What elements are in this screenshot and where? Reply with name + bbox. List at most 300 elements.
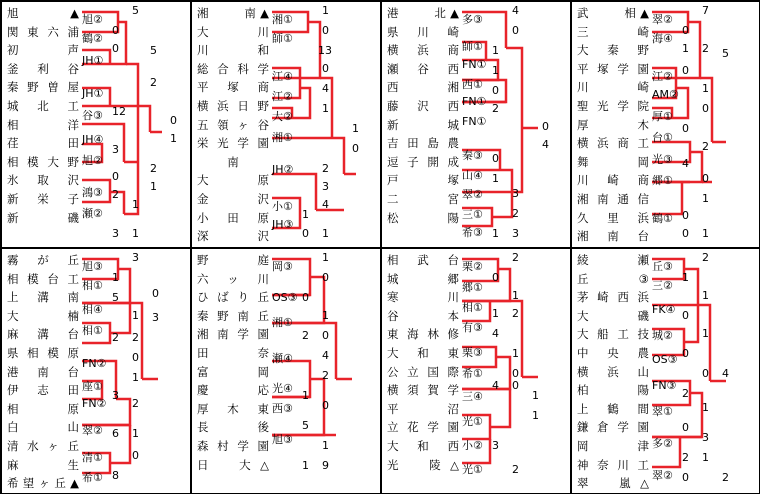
team-entry: 白 山 xyxy=(7,420,79,435)
score: 1 xyxy=(702,401,709,414)
node-label: 鴻③ xyxy=(82,186,103,199)
team-entry: 港 北▲ xyxy=(387,6,459,20)
score: 2 xyxy=(492,102,499,115)
team-entry: 城 郷 xyxy=(387,271,459,286)
node-label: 旭② xyxy=(82,154,103,167)
score: 0 xyxy=(702,367,709,380)
bracket-block-7 xyxy=(381,248,571,494)
team-entry: 平 塚 商 xyxy=(197,80,269,95)
node-label: FN① xyxy=(462,95,487,108)
team-entry: 金 沢 xyxy=(197,191,269,206)
score: 12 xyxy=(112,105,126,118)
node-label: 鶴① xyxy=(652,212,673,225)
node-label: JH① xyxy=(82,54,104,67)
score: 1 xyxy=(170,132,177,145)
bracket-block-1 xyxy=(1,1,191,248)
node-label: 希① xyxy=(82,471,103,484)
score: 1 xyxy=(492,172,499,185)
team-entry: 釜 利 谷 xyxy=(7,61,79,76)
score: 1 xyxy=(492,307,499,320)
team-list-8 xyxy=(574,251,652,493)
score: 1 xyxy=(702,451,709,464)
team-entry: 森村学園 xyxy=(197,438,269,453)
team-list-7 xyxy=(384,251,462,474)
node-label: 岡③ xyxy=(272,260,293,273)
node-label: 湘① xyxy=(272,13,293,26)
team-entry: 茅崎西浜 xyxy=(577,290,649,305)
bracket-block-6 xyxy=(191,248,381,494)
score: 0 xyxy=(492,84,499,97)
score: 2 xyxy=(302,329,309,342)
node-label: 旭③ xyxy=(82,260,103,273)
score: 0 xyxy=(302,227,309,240)
score: 1 xyxy=(322,439,329,452)
team-entry: 湘南通信 xyxy=(577,191,649,206)
score: 0 xyxy=(322,329,329,342)
node-label: 栗② xyxy=(462,260,483,273)
team-list-5 xyxy=(4,251,82,493)
node-label: 秦③ xyxy=(462,149,483,162)
score: 0 xyxy=(112,24,119,37)
score: 4 xyxy=(492,379,499,392)
score: 1 xyxy=(702,227,709,240)
node-label: 翠② xyxy=(82,424,103,437)
team-entry: 岡 津 xyxy=(577,438,649,453)
team-entry: 平 沼 xyxy=(387,401,459,416)
score: 1 xyxy=(682,42,689,55)
node-label: 鶴② xyxy=(82,32,103,45)
team-entry: 大 原 xyxy=(197,173,269,188)
team-entry: 鎌倉学園 xyxy=(577,420,649,435)
node-label: FN① xyxy=(462,58,487,71)
team-entry: 県 川 崎 xyxy=(387,24,459,39)
node-label: 三② xyxy=(652,279,673,292)
score: 0 xyxy=(322,62,329,75)
team-list-4 xyxy=(574,4,652,246)
score: 0 xyxy=(112,42,119,55)
score: 2 xyxy=(150,162,157,175)
score: 3 xyxy=(322,180,329,193)
score: 3 xyxy=(702,431,709,444)
team-entry: 松 陽 xyxy=(387,210,459,225)
team-entry: 横浜日野 xyxy=(197,98,269,113)
node-label: 西③ xyxy=(272,402,293,415)
team-entry: 横浜商工 xyxy=(577,136,649,151)
score: 0 xyxy=(132,449,139,462)
team-entry: 秦野曽屋 xyxy=(7,80,79,95)
score: 3 xyxy=(112,227,119,240)
score: 0 xyxy=(302,291,309,304)
node-label: JH④ xyxy=(82,133,104,146)
node-label: 城② xyxy=(652,329,673,342)
score: 1 xyxy=(532,409,539,422)
score: 1 xyxy=(322,227,329,240)
score: 1 xyxy=(492,44,499,57)
node-label: 相④ xyxy=(82,303,103,316)
score: 2 xyxy=(322,162,329,175)
score: 2 xyxy=(322,369,329,382)
team-entry: 慶 応 xyxy=(197,383,269,398)
team-entry: 立花学園 xyxy=(387,420,459,435)
team-entry: 南 xyxy=(227,154,239,169)
score: 2 xyxy=(702,42,709,55)
team-entry: ひばり丘 xyxy=(197,290,269,305)
team-entry: 藤 沢 西 xyxy=(387,98,459,113)
team-entry: 関東六浦 xyxy=(7,24,79,39)
score: 4 xyxy=(322,349,329,362)
team-entry: 湘 南 台 xyxy=(577,229,649,244)
node-label: 希③ xyxy=(462,226,483,239)
team-entry: 厚 木 東 xyxy=(197,401,269,416)
score: 0 xyxy=(170,114,177,127)
team-entry: 田 奈 xyxy=(197,345,269,360)
score: 6 xyxy=(112,427,119,440)
score: 0 xyxy=(682,227,689,240)
team-entry: 柏 陽 xyxy=(577,383,649,398)
team-entry: 公立国際 xyxy=(387,364,459,379)
team-entry: 上 鶴 間 xyxy=(577,401,649,416)
node-label: 大② xyxy=(272,110,293,123)
score: 1 xyxy=(322,102,329,115)
node-label: 台① xyxy=(652,131,673,144)
node-label: OS③ xyxy=(652,353,678,366)
score: 0 xyxy=(132,351,139,364)
score: 0 xyxy=(682,122,689,135)
team-entry: 舞 岡 xyxy=(577,154,649,169)
team-list-2 xyxy=(194,4,272,246)
score: 2 xyxy=(682,387,689,400)
score: 9 xyxy=(322,459,329,472)
node-label: 谷③ xyxy=(82,109,103,122)
score: 1 xyxy=(302,208,309,221)
score: 3 xyxy=(112,389,119,402)
score: 0 xyxy=(152,287,159,300)
team-list-3 xyxy=(384,4,462,227)
score: 4 xyxy=(492,327,499,340)
score: 0 xyxy=(512,24,519,37)
score: 0 xyxy=(682,24,689,37)
bracket-block-4 xyxy=(571,1,760,248)
score: 0 xyxy=(702,172,709,185)
node-label: 有③ xyxy=(462,321,483,334)
team-entry: 吉田島農 xyxy=(387,136,459,151)
score: 0 xyxy=(352,142,359,155)
node-label: 江④ xyxy=(272,70,293,83)
team-entry: 県相模原 xyxy=(7,345,79,360)
team-entry: 西 湘 xyxy=(387,80,459,95)
team-entry: 神奈川工 xyxy=(577,457,649,472)
score: 2 xyxy=(702,251,709,264)
node-label: 翠① xyxy=(652,405,673,418)
score: 8 xyxy=(112,469,119,482)
node-label: 旭② xyxy=(82,13,103,26)
team-entry: 六 ッ 川 xyxy=(197,271,269,286)
team-entry: 二 宮 xyxy=(387,191,459,206)
team-entry: 富 岡 xyxy=(197,364,269,379)
score: 2 xyxy=(512,307,519,320)
node-label: 郷① xyxy=(462,281,483,294)
node-label: 小① xyxy=(272,200,293,213)
score: 2 xyxy=(722,471,729,484)
node-label: 多③ xyxy=(462,13,483,26)
score: 1 xyxy=(302,389,309,402)
score: 2 xyxy=(150,76,157,89)
score: 2 xyxy=(512,251,519,264)
score: 3 xyxy=(512,227,519,240)
team-entry: 総合科学 xyxy=(197,61,269,76)
score: 7 xyxy=(702,4,709,17)
node-label: 相① xyxy=(82,279,103,292)
team-entry: 相模大野 xyxy=(7,154,79,169)
team-entry: 湘南学園 xyxy=(197,327,269,342)
score: 1 xyxy=(492,227,499,240)
score: 2 xyxy=(132,397,139,410)
node-label: 湘① xyxy=(272,131,293,144)
node-label: 相① xyxy=(82,324,103,337)
team-entry: 大船工技 xyxy=(577,327,649,342)
team-entry: 日 大△ xyxy=(197,457,269,472)
score: 0 xyxy=(322,399,329,412)
team-entry: 伊 志 田 xyxy=(7,383,79,398)
team-entry: 横 浜 商 xyxy=(387,43,459,58)
team-entry: 瀬 谷 西 xyxy=(387,61,459,76)
team-entry: 聖光学院 xyxy=(577,98,649,113)
team-entry: 大 秦 野 xyxy=(577,43,649,58)
score: 0 xyxy=(112,170,119,183)
score: 0 xyxy=(492,152,499,165)
team-entry: 逗子開成 xyxy=(387,154,459,169)
node-label: 翠② xyxy=(652,469,673,482)
node-label: 師① xyxy=(462,40,483,53)
team-entry: 相模台工 xyxy=(7,271,79,286)
score: 2 xyxy=(132,331,139,344)
node-label: 西① xyxy=(462,78,483,91)
score: 0 xyxy=(702,102,709,115)
node-label: 多② xyxy=(652,437,673,450)
node-label: 師① xyxy=(272,32,293,45)
team-entry: 麻 溝 台 xyxy=(7,327,79,342)
team-list-6 xyxy=(194,251,272,474)
node-label: 清① xyxy=(82,451,103,464)
score: 0 xyxy=(682,64,689,77)
team-entry: 寒 川 xyxy=(387,290,459,305)
team-entry: 小 田 原 xyxy=(197,210,269,225)
node-label: 瀬② xyxy=(82,207,103,220)
node-label: FK④ xyxy=(652,303,676,316)
team-entry: 光 陵△ xyxy=(387,457,459,472)
node-label: JH① xyxy=(82,87,104,100)
team-entry: 大 和 東 xyxy=(387,345,459,360)
team-entry: 初 声 xyxy=(7,43,79,58)
score: 1 xyxy=(702,192,709,205)
node-label: 光① xyxy=(462,415,483,428)
team-entry: 栄光学園 xyxy=(197,136,269,151)
score: 1 xyxy=(512,289,519,302)
score: 0 xyxy=(542,120,549,133)
score: 3 xyxy=(512,187,519,200)
node-label: 旭③ xyxy=(272,433,293,446)
score: 2 xyxy=(512,207,519,220)
bracket-block-2 xyxy=(191,1,381,248)
team-entry: 武 相▲ xyxy=(577,6,649,20)
team-entry: 上 溝 南 xyxy=(7,290,79,305)
node-label: 瀬④ xyxy=(272,352,293,365)
score: 4 xyxy=(682,157,689,170)
score: 3 xyxy=(492,439,499,452)
node-label: 厚① xyxy=(652,110,673,123)
team-entry: 深 沢 xyxy=(197,229,269,244)
node-label: 湘① xyxy=(272,316,293,329)
score: 0 xyxy=(682,209,689,222)
team-entry: 川 崎 xyxy=(577,80,649,95)
score: 5 xyxy=(302,419,309,432)
score: 1 xyxy=(132,309,139,322)
score: 2 xyxy=(702,140,709,153)
score: 3 xyxy=(112,143,119,156)
node-label: 光① xyxy=(462,463,483,476)
team-entry: 氷 取 沢 xyxy=(7,173,79,188)
team-entry: 旭 ▲ xyxy=(7,6,79,20)
score: 2 xyxy=(682,451,689,464)
score: 13 xyxy=(318,44,332,57)
team-entry: 三 崎 xyxy=(577,24,649,39)
team-entry: 横須賀学 xyxy=(387,383,459,398)
team-entry: 綾 瀬 xyxy=(577,253,649,267)
node-label: 翠② xyxy=(462,188,483,201)
node-label: 小② xyxy=(462,439,483,452)
team-entry: 大 川 xyxy=(197,24,269,39)
team-entry: 平塚学園 xyxy=(577,61,649,76)
score: 0 xyxy=(322,24,329,37)
score: 0 xyxy=(682,309,689,322)
node-label: 三④ xyxy=(462,390,483,403)
node-label: 丘③ xyxy=(652,260,673,273)
team-entry: 大 磯 xyxy=(577,308,649,323)
score: 4 xyxy=(512,4,519,17)
score: 1 xyxy=(112,271,119,284)
team-entry: 大 和 西 xyxy=(387,438,459,453)
score: 5 xyxy=(132,4,139,17)
score: 0 xyxy=(492,271,499,284)
node-label: 三① xyxy=(462,208,483,221)
team-entry: 野 庭 xyxy=(197,253,269,267)
team-entry: 霧 が 丘 xyxy=(7,253,79,267)
score: 1 xyxy=(322,4,329,17)
node-label: 希① xyxy=(462,367,483,380)
team-entry: 新 磯 xyxy=(7,210,79,225)
score: 1 xyxy=(322,309,329,322)
score: 0 xyxy=(682,421,689,434)
bracket-block-3 xyxy=(381,1,571,248)
score: 1 xyxy=(132,371,139,384)
node-label: 光③ xyxy=(652,153,673,166)
score: 1 xyxy=(702,82,709,95)
node-label: 相① xyxy=(462,301,483,314)
team-entry: 相 原 xyxy=(7,401,79,416)
node-label: JH② xyxy=(272,163,294,176)
score: 2 xyxy=(112,188,119,201)
score: 0 xyxy=(682,471,689,484)
node-label: FN② xyxy=(82,357,107,370)
team-entry: 戸 塚 xyxy=(387,173,459,188)
score: 5 xyxy=(112,291,119,304)
score: 0 xyxy=(682,347,689,360)
score: 1 xyxy=(492,64,499,77)
node-label: 海④ xyxy=(652,32,673,45)
team-entry: 希望ヶ丘▲ xyxy=(7,476,79,491)
team-entry: 東海林修 xyxy=(387,327,459,342)
score: 1 xyxy=(132,227,139,240)
score: 1 xyxy=(150,180,157,193)
team-entry: 荏 田 xyxy=(7,136,79,151)
score: 1 xyxy=(352,122,359,135)
team-entry: 長 後 xyxy=(197,420,269,435)
team-list-1 xyxy=(4,4,82,227)
team-entry: 川 崎 商 xyxy=(577,173,649,188)
team-entry: 麻 生 xyxy=(7,457,79,472)
node-label: OS③ xyxy=(272,291,298,304)
node-label: FN② xyxy=(82,397,107,410)
team-entry: 川 和 xyxy=(197,43,269,58)
score: 1 xyxy=(702,289,709,302)
team-entry: 谷 本 xyxy=(387,308,459,323)
score: 4 xyxy=(722,367,729,380)
node-label: FN③ xyxy=(652,379,677,392)
score: 1 xyxy=(682,271,689,284)
score: 0 xyxy=(512,379,519,392)
score: 3 xyxy=(132,251,139,264)
team-entry: 厚 木 xyxy=(577,117,649,132)
team-entry: 港 南 台 xyxy=(7,364,79,379)
score: 4 xyxy=(322,198,329,211)
team-entry: 丘 ③ xyxy=(577,271,649,286)
node-label: 光④ xyxy=(272,382,293,395)
node-label: 栗③ xyxy=(462,346,483,359)
team-entry: 久 里 浜 xyxy=(577,210,649,225)
score: 1 xyxy=(702,327,709,340)
node-label: JH③ xyxy=(272,218,294,231)
node-label: 翠② xyxy=(652,13,673,26)
node-label: 山④ xyxy=(462,169,483,182)
team-entry: 五領ヶ谷 xyxy=(197,117,269,132)
team-entry: 新 城 xyxy=(387,117,459,132)
score: 0 xyxy=(512,367,519,380)
score: 4 xyxy=(542,138,549,151)
team-entry: 城 北 工 xyxy=(7,98,79,113)
score: 1 xyxy=(302,459,309,472)
team-entry: 中 央 農 xyxy=(577,345,649,360)
score: 1 xyxy=(532,389,539,402)
score: 1 xyxy=(132,427,139,440)
score: 1 xyxy=(322,251,329,264)
team-entry: 翠 嵐△ xyxy=(577,476,649,491)
bracket-block-5 xyxy=(1,248,191,494)
team-entry: 清水ヶ丘 xyxy=(7,438,79,453)
score: 1 xyxy=(132,198,139,211)
team-entry: 湘 南▲ xyxy=(197,6,269,20)
score: 5 xyxy=(150,44,157,57)
node-label: 座① xyxy=(82,380,103,393)
score: 4 xyxy=(322,82,329,95)
node-label: 江② xyxy=(652,70,673,83)
node-label: 郷① xyxy=(652,174,673,187)
score: 1 xyxy=(512,347,519,360)
node-label: AM② xyxy=(652,88,679,101)
team-entry: 相 洋 xyxy=(7,117,79,132)
team-entry: 相 武 台 xyxy=(387,253,459,267)
team-entry: 横 浜 山 xyxy=(577,364,649,379)
score: 3 xyxy=(152,311,159,324)
